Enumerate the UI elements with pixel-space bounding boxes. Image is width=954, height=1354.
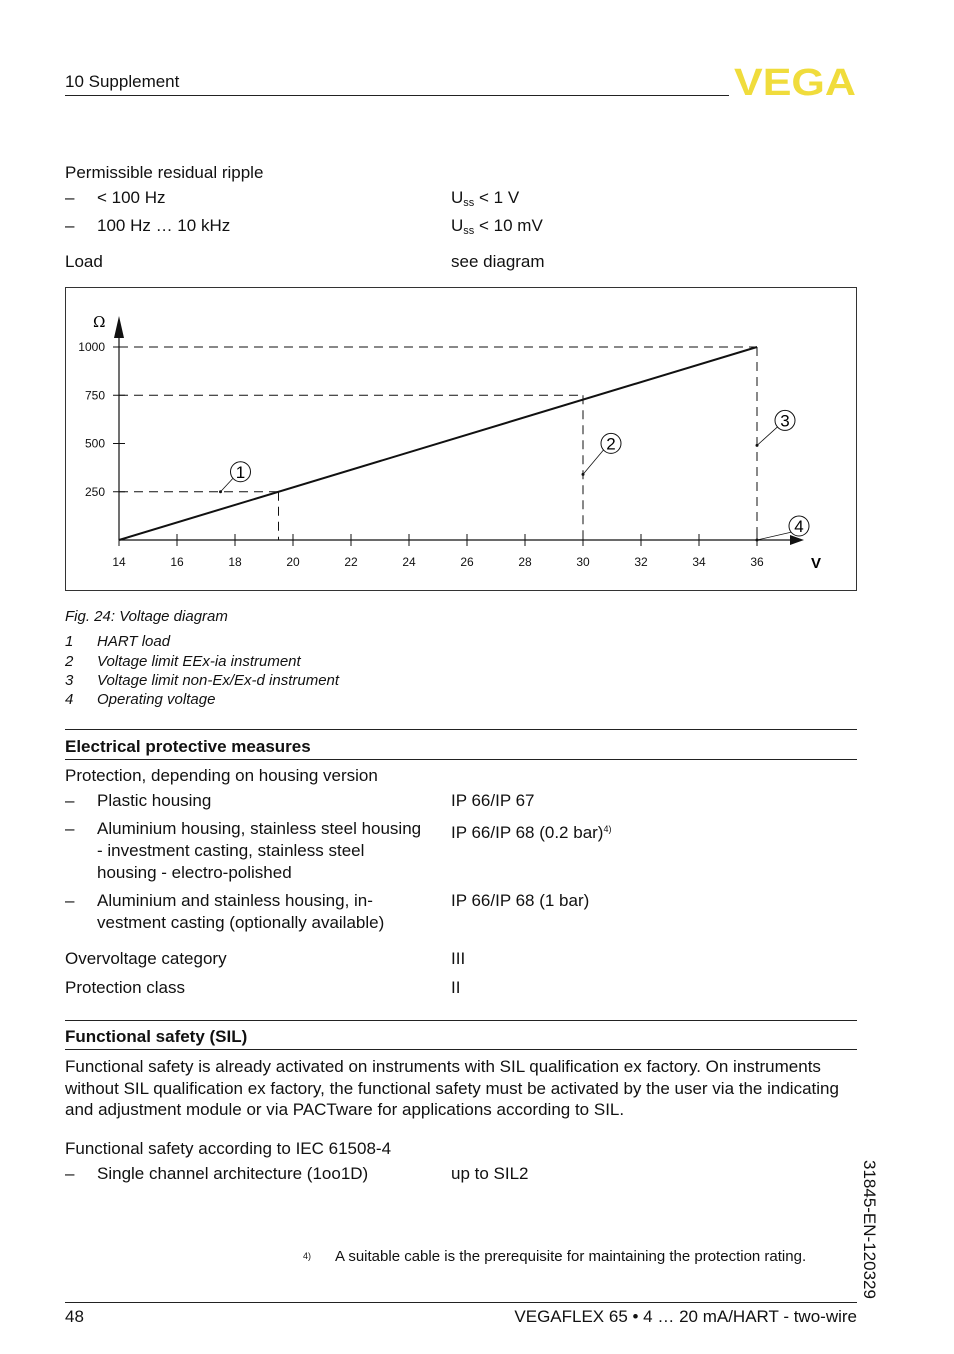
x-tick-label: 16 bbox=[170, 555, 184, 569]
sil-standard: Functional safety according to IEC 61508-4 bbox=[65, 1139, 392, 1158]
section-rule bbox=[65, 759, 857, 760]
marker-point bbox=[582, 473, 585, 476]
ripple-row-label: < 100 Hz bbox=[97, 188, 166, 207]
overvoltage-value: III bbox=[451, 949, 466, 968]
housing-value: IP 66/IP 67 bbox=[451, 791, 535, 810]
marker-leader bbox=[221, 478, 234, 492]
marker-leader bbox=[757, 532, 792, 540]
marker-leader bbox=[757, 426, 778, 445]
marker-label: 3 bbox=[780, 411, 790, 431]
footnote-text: A suitable cable is the prerequisite for maintaining the protection rating. bbox=[335, 1248, 807, 1265]
voltage-diagram bbox=[65, 287, 857, 591]
protection-class-label: Protection class bbox=[65, 978, 185, 997]
marker-point bbox=[756, 444, 759, 447]
protective-heading: Electrical protective measures bbox=[65, 737, 311, 756]
x-tick-label: 34 bbox=[692, 555, 706, 569]
sil-heading: Functional safety (SIL) bbox=[65, 1027, 248, 1046]
marker-label: 2 bbox=[606, 434, 616, 454]
vega-logo bbox=[734, 64, 858, 98]
sil-row-label: Single channel architecture (1oo1D) bbox=[97, 1164, 369, 1183]
housing-label: Aluminium and stainless housing, in-vestment casting (optionally available) bbox=[97, 891, 385, 932]
housing-value: IP 66/IP 68 (0.2 bar)$^{4)}$ bbox=[451, 823, 612, 842]
load-line bbox=[119, 347, 757, 540]
x-tick-label: 14 bbox=[112, 555, 126, 569]
y-axis-arrow bbox=[114, 316, 124, 338]
legend-text: Operating voltage bbox=[97, 691, 216, 708]
sil-paragraph: Functional safety is already activated on instruments with SIL qualification ex factory. On instruments without SIL qualification ex factory, the functional safety must be activated by the user via the indicating and adjustment module or via PACTware for applications according to SIL. bbox=[65, 1057, 839, 1119]
dash: – bbox=[65, 819, 75, 838]
load-value: see diagram bbox=[451, 252, 545, 271]
marker-point bbox=[756, 539, 759, 542]
x-tick-label: 26 bbox=[460, 555, 474, 569]
header-rule bbox=[65, 95, 729, 96]
legend-text: Voltage limit non-Ex/Ex-d instrument bbox=[97, 672, 340, 689]
x-tick-label: 28 bbox=[518, 555, 532, 569]
y-tick-label: 500 bbox=[84, 436, 105, 451]
protective-intro: Protection, depending on housing version bbox=[65, 766, 378, 785]
legend-text: Voltage limit EEx-ia instrument bbox=[97, 653, 301, 670]
dash: – bbox=[65, 891, 75, 910]
legend-text: HART load bbox=[97, 633, 171, 650]
x-tick-label: 24 bbox=[402, 555, 416, 569]
legend-num: 4 bbox=[65, 691, 74, 708]
marker-label: 1 bbox=[235, 462, 246, 482]
ripple-row-value: $U_{ss} < 10$ mV bbox=[451, 216, 543, 237]
load-label: Load bbox=[65, 252, 103, 271]
x-tick-label: 18 bbox=[228, 555, 242, 569]
section-rule bbox=[65, 729, 857, 730]
dash: – bbox=[65, 791, 75, 810]
overvoltage-label: Overvoltage category bbox=[65, 949, 227, 968]
sil-row-value: up to SIL2 bbox=[451, 1164, 529, 1183]
x-axis-arrow bbox=[790, 535, 804, 545]
y-axis-label: Ω bbox=[93, 313, 106, 331]
legend-num: 3 bbox=[65, 672, 74, 689]
x-tick-label: 20 bbox=[286, 555, 300, 569]
dash: – bbox=[65, 1164, 75, 1183]
x-tick-label: 30 bbox=[576, 555, 590, 569]
housing-label: Aluminium housing, stainless steel housing - investment casting, stainless steel housing - electro-polished bbox=[97, 819, 422, 882]
section-header: 10 Supplement bbox=[65, 72, 180, 91]
protection-class-value: II bbox=[451, 978, 461, 997]
legend-num: 1 bbox=[65, 633, 74, 650]
footnote-mark: 4) bbox=[303, 1251, 312, 1261]
dash: – bbox=[65, 216, 75, 235]
y-tick-label: 1000 bbox=[78, 340, 105, 354]
y-tick-label: 750 bbox=[84, 388, 105, 403]
housing-value: IP 66/IP 68 (1 bar) bbox=[451, 891, 590, 910]
legend-num: 2 bbox=[65, 653, 74, 670]
x-axis-label: V bbox=[811, 555, 822, 572]
housing-label: Plastic housing bbox=[97, 791, 212, 810]
marker-label: 4 bbox=[794, 517, 804, 536]
section-rule bbox=[65, 1020, 857, 1021]
figure-caption: Fig. 24: Voltage diagram bbox=[65, 608, 228, 625]
x-tick-label: 32 bbox=[634, 555, 648, 569]
document-id: 31845-EN-120329 bbox=[860, 1160, 879, 1299]
ripple-row-value: $U_{ss} < 1$ V bbox=[451, 188, 520, 209]
x-tick-label: 22 bbox=[344, 555, 358, 569]
marker-point bbox=[219, 490, 222, 493]
x-tick-label: 36 bbox=[750, 555, 764, 569]
logo-text: VEGA bbox=[734, 64, 856, 98]
footer-rule bbox=[65, 1302, 857, 1303]
marker-leader bbox=[583, 449, 604, 474]
footer-product: VEGAFLEX 65 • 4 … 20 mA/HART - two-wire bbox=[514, 1307, 857, 1326]
page-number: 48 bbox=[65, 1307, 84, 1326]
section-rule bbox=[65, 1049, 857, 1050]
ripple-title: Permissible residual ripple bbox=[65, 163, 264, 182]
dash: – bbox=[65, 188, 75, 207]
ripple-row-label: 100 Hz … 10 kHz bbox=[97, 216, 231, 235]
voltage-chart-svg bbox=[66, 288, 858, 592]
y-tick-label: 250 bbox=[84, 484, 105, 499]
